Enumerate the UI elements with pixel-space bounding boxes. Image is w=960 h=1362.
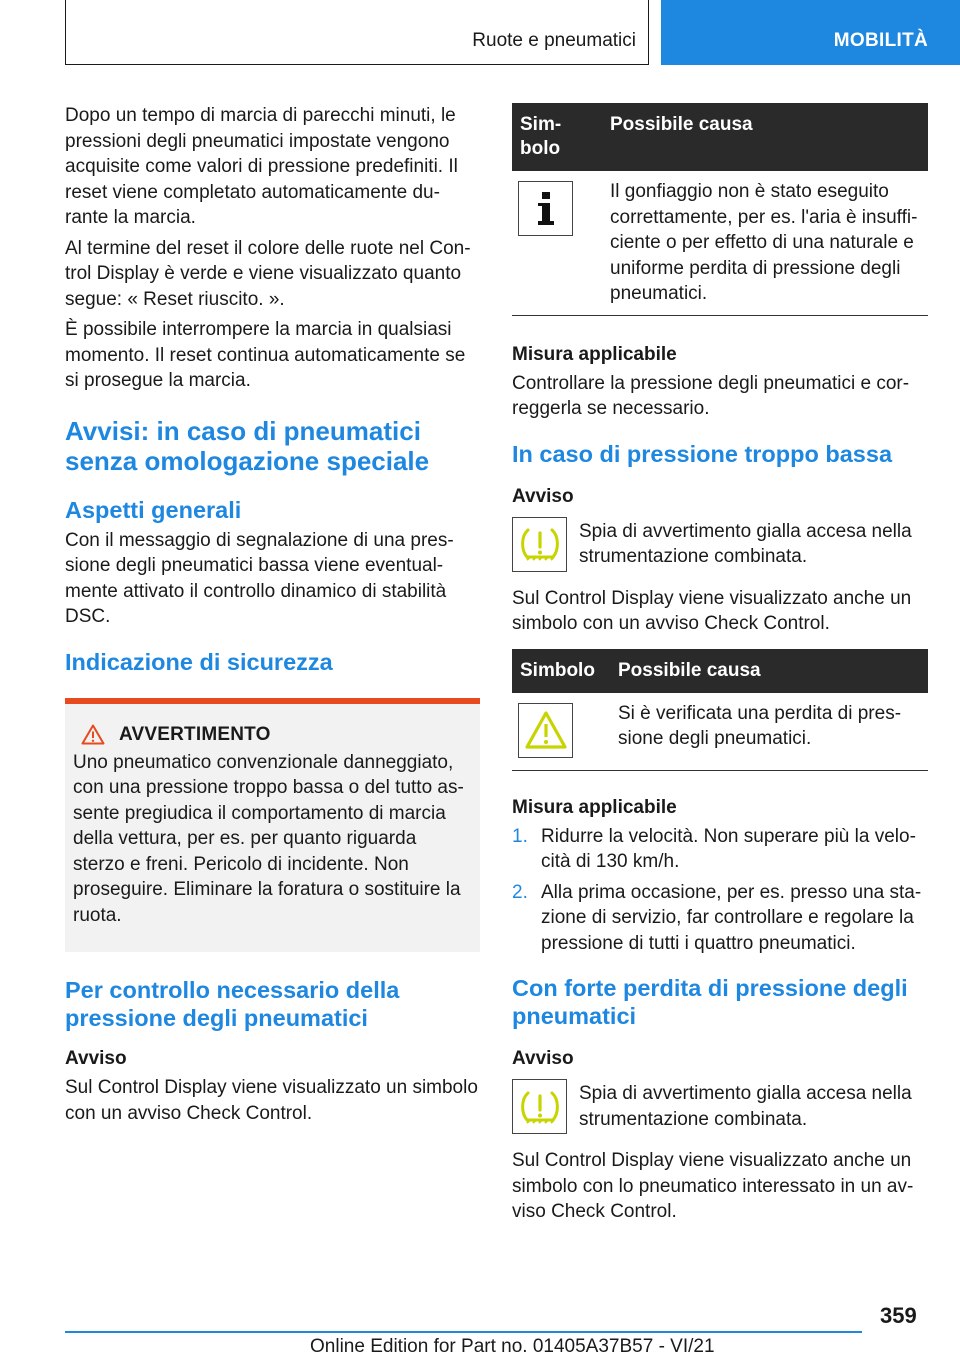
measure-label: Misura applicabile xyxy=(512,343,677,365)
warning-box xyxy=(65,698,480,953)
notice-text: Spia di avvertimento gialla accesa nella strumentazione combinata. xyxy=(579,1083,912,1130)
tire-pressure-lamp-icon xyxy=(512,1079,567,1134)
symbol-table-info xyxy=(512,103,928,316)
warning-text: Uno pneumatico convenzionale danneggiato, con una pressione troppo bassa o del tutto as-sente pregiudica il comportamento di marcia della vettura, per es. per quanto riguarda sterzo e freni. Pericolo di incidente. Non proseguire. Eliminare la foratura o sostituire la ruota. xyxy=(73,751,464,926)
notice-text: Sul Control Display viene visualizzato un simbolo con un avviso Check Control. xyxy=(65,1077,478,1124)
notice-lamp xyxy=(512,517,928,572)
heading-safety: Indicazione di sicurezza xyxy=(65,648,333,675)
measure-text: Controllare la pressione degli pneumatici e cor-reggerla se necessario. xyxy=(512,372,910,419)
info-icon xyxy=(518,181,573,236)
paragraph-reset-interrupt: È possibile interrompere la marcia in qualsiasi momento. Il reset continua automaticamente se si prosegue la marcia. xyxy=(65,319,466,391)
section-title: Ruote e pneumatici xyxy=(472,30,636,51)
table-cell-cause: Si è verificata una perdita di pres-sione degli pneumatici. xyxy=(618,702,902,749)
symbol-table-warning xyxy=(512,649,928,771)
notice-lamp xyxy=(512,1079,928,1134)
left-column xyxy=(65,103,480,1131)
heading-low-pressure: In caso di pressione troppo bassa xyxy=(512,440,893,467)
footer-divider xyxy=(65,1331,862,1333)
table-header xyxy=(512,103,928,171)
paragraph-reset-intro: Dopo un tempo di marcia di parecchi minuti, le pressioni degli pneumatici impostate vengono acquisite come valori di pressione predefiniti. Il reset viene completato automaticamente du-rante la marcia. xyxy=(65,105,458,228)
warning-triangle-icon xyxy=(81,724,105,745)
measure-label: Misura applicabile xyxy=(512,796,677,818)
heading-no-approval: Avvisi: in caso di pneumatici senza omologazione speciale xyxy=(65,415,430,476)
notice-label: Avviso xyxy=(512,1048,574,1069)
table-row xyxy=(512,171,928,316)
step-number: 2. xyxy=(512,881,528,903)
table-header xyxy=(512,649,928,693)
column-header-symbol: Simbolo xyxy=(520,659,595,681)
column-header-symbol: Sim-bolo xyxy=(520,114,562,159)
notice-label: Avviso xyxy=(512,485,574,507)
column-header-cause: Possibile causa xyxy=(618,659,761,681)
steps-list xyxy=(512,824,928,957)
heading-check-pressure: Per controllo necessario della pressione degli pneumatici xyxy=(65,977,400,1031)
chapter-title: MOBILITÀ xyxy=(833,30,928,51)
notice-text: Spia di avvertimento gialla accesa nella strumentazione combinata. xyxy=(579,520,912,567)
list-item xyxy=(512,824,928,875)
header-section-tab xyxy=(65,0,649,65)
warning-header xyxy=(73,724,472,746)
table-cell-cause: Il gonfiaggio non è stato eseguito correttamente, per es. l'aria è insuffi-ciente o per effetto di una naturale e uniforme perdita di pressione degli pneumatici. xyxy=(610,181,918,304)
tire-pressure-lamp-icon xyxy=(512,517,567,572)
step-text: Ridurre la velocità. Non superare più la velo-cità di 130 km/h. xyxy=(541,825,916,872)
heading-strong-loss: Con forte perdita di pressione degli pneumatici xyxy=(512,975,908,1029)
footer-edition: Online Edition for Part no. 01405A37B57 - VI/21 xyxy=(310,1336,715,1357)
paragraph-check-control: Sul Control Display viene visualizzato anche un simbolo con un avviso Check Control. xyxy=(512,587,912,634)
warning-triangle-icon xyxy=(518,703,573,758)
table-row xyxy=(512,693,928,771)
step-number: 1. xyxy=(512,825,528,847)
heading-general: Aspetti generali xyxy=(65,496,242,523)
paragraph-check-control: Sul Control Display viene visualizzato anche un simbolo con lo pneumatico interessato in un av-viso Check Control. xyxy=(512,1150,914,1222)
header-chapter-tab xyxy=(661,0,960,65)
warning-title: AVVERTIMENTO xyxy=(119,723,271,745)
column-header-cause: Possibile causa xyxy=(610,114,753,135)
page-number: 359 xyxy=(880,1303,917,1328)
list-item xyxy=(512,880,928,957)
paragraph-general: Con il messaggio di segnalazione di una pres-sione degli pneumatici bassa viene eventual-mente attivato il controllo dinamico di stabilità DSC. xyxy=(65,529,454,627)
paragraph-reset-end: Al termine del reset il colore delle ruote nel Con-trol Display è verde e viene visualizzato quanto segue: « Reset riuscito. ». xyxy=(65,237,471,310)
step-text: Alla prima occasione, per es. presso una sta-zione di servizio, far controllare e regolare la pressione di tutti i quattro pneumatici. xyxy=(541,881,922,954)
notice-label: Avviso xyxy=(65,1048,127,1069)
right-column xyxy=(512,103,928,1230)
